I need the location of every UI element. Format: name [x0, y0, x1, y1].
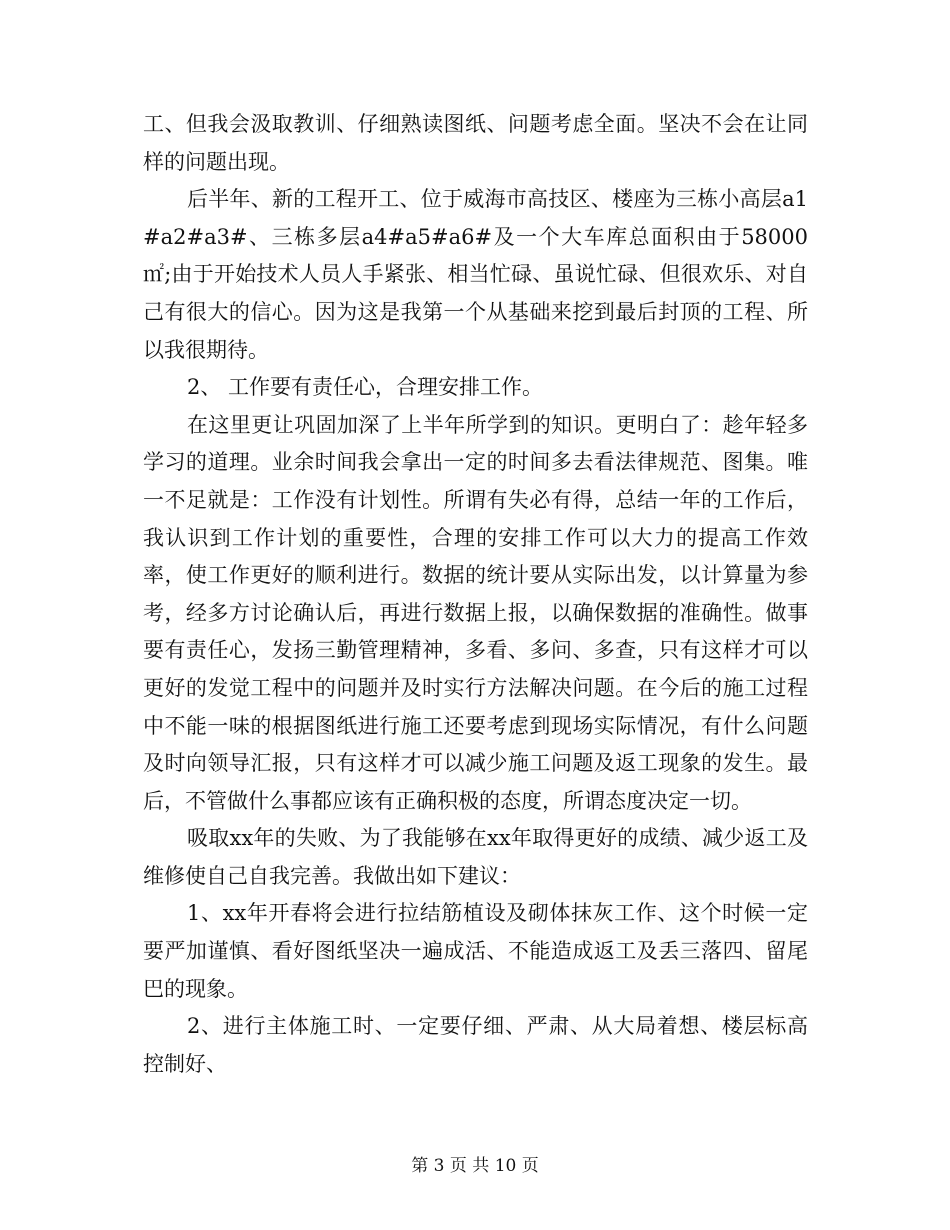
page-footer: 第 3 页 共 10 页	[411, 1156, 539, 1176]
suggestion-2: 2、进行主体施工时、一定要仔细、严肃、从大局着想、楼层标高控制好、	[143, 1014, 808, 1076]
section-heading-2: 2、 工作要有责任心，合理安排工作。	[187, 375, 544, 400]
paragraph-4: 吸取xx年的失败、为了我能够在xx年取得更好的成绩、减少返工及维修使自己自我完善。我做出如下建议：	[143, 826, 808, 888]
paragraph-2: 后半年、新的工程开工、位于威海市高技区、楼座为三栋小高层a1#a2#a3#、三栋多层a4#a5#a6#及一个大车库总面积由于58000㎡;由于开始技术人员人手紧张、相当忙碌、虽说忙碌、但很欢乐、对自己有很大的信心。因为这是我第一个从基础来挖到最后封顶的工程、所以我很期待。	[143, 187, 808, 362]
document-body	[143, 106, 808, 1083]
suggestion-1: 1、xx年开春将会进行拉结筋植设及砌体抹灰工作、这个时候一定要严加谨慎、看好图纸坚决一遍成活、不能造成返工及丢三落四、留尾巴的现象。	[143, 901, 808, 1001]
paragraph-1: 工、但我会汲取教训、仔细熟读图纸、问题考虑全面。坚决不会在让同样的问题出现。	[143, 112, 808, 174]
paragraph-3: 在这里更让巩固加深了上半年所学到的知识。更明白了：趁年轻多学习的道理。业余时间我会拿出一定的时间多去看法律规范、图集。唯一不足就是：工作没有计划性。所谓有失必有得，总结一年的工作后，我认识到工作计划的重要性，合理的安排工作可以大力的提高工作效率，使工作更好的顺利进行。数据的统计要从实际出发，以计算量为参考，经多方讨论确认后，再进行数据上报，以确保数据的准确性。做事要有责任心，发扬三勤管理精神，多看、多问、多查，只有这样才可以更好的发觉工程中的问题并及时实行方法解决问题。在今后的施工过程中不能一味的根据图纸进行施工还要考虑到现场实际情况，有什么问题及时向领导汇报，只有这样才可以减少施工问题及返工现象的发生。最后，不管做什么事都应该有正确积极的态度，所谓态度决定一切。	[143, 412, 808, 813]
